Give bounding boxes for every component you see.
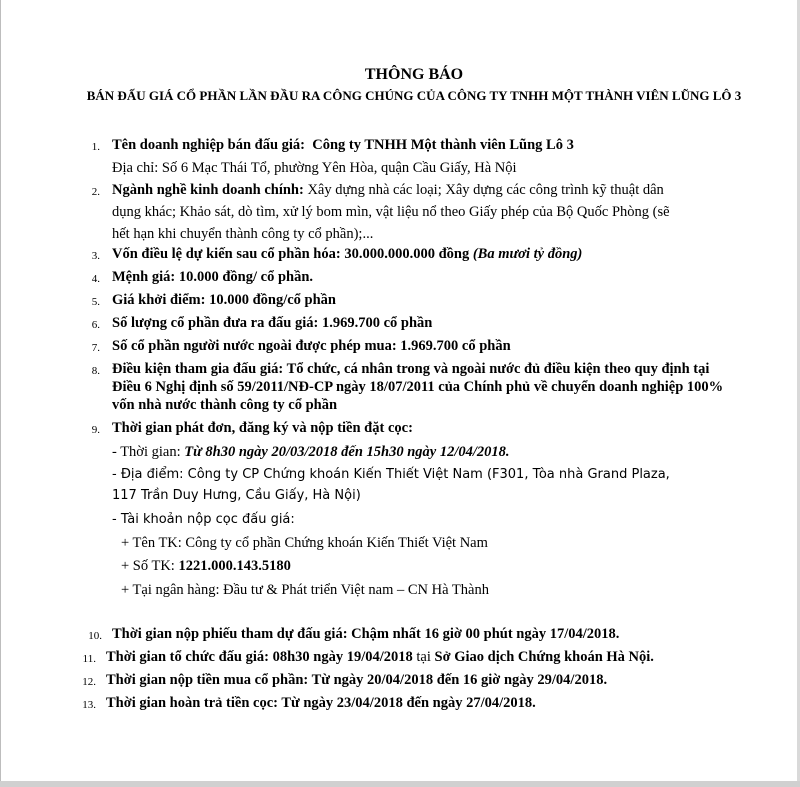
item-number: 12. xyxy=(82,676,96,688)
item-9-time xyxy=(112,444,510,461)
item-3-value: 30.000.000.000 đồng xyxy=(344,246,470,262)
item-2-text1: Xây dựng nhà các loại; Xây dựng các công trình kỹ thuật dân xyxy=(307,182,664,198)
item-number: 6. xyxy=(91,319,100,331)
item-1-value: Công ty TNHH Một thành viên Lũng Lô 3 xyxy=(312,137,574,153)
item-4-value: : 10.000 đồng/ cổ phần. xyxy=(170,269,314,285)
item-number: 5. xyxy=(91,296,100,308)
item-12-line: Thời gian nộp tiền mua cổ phần: Từ ngày 20/04/2018 đến 16 giờ ngày 29/04/2018. xyxy=(106,672,608,688)
item-9-label: Thời gian phát đơn, đăng ký và nộp tiền đặt cọc: xyxy=(112,420,413,436)
item-6-line xyxy=(112,315,432,332)
item-5-line xyxy=(112,292,336,309)
item-3-note: (Ba mươi tỷ đồng) xyxy=(472,246,583,262)
item-9-account-no-value: 1221.000.143.5180 xyxy=(178,558,291,574)
item-2-line1 xyxy=(112,182,664,199)
item-9-place-line1: - Địa điểm: Công ty CP Chứng khoán Kiến Thiết Việt Nam (F301, Tòa nhà Grand Plaza, xyxy=(112,467,670,482)
item-6-value: : 1.969.700 cổ phần xyxy=(313,315,433,331)
item-2-line2: dụng khác; Khảo sát, dò tìm, xử lý bom mìn, vật liệu nổ theo Giấy phép của Bộ Quốc Phòng (sẽ xyxy=(112,204,670,220)
item-11-line xyxy=(106,649,654,666)
item-number: 8. xyxy=(91,365,100,377)
item-9-place-line2: 117 Trần Duy Hưng, Cầu Giấy, Hà Nội) xyxy=(112,488,361,503)
item-number: 9. xyxy=(91,424,100,436)
item-3-line xyxy=(112,246,582,263)
item-9-account: - Tài khoản nộp cọc đấu giá: xyxy=(112,512,295,527)
item-8-line3: vốn nhà nước thành công ty cổ phần xyxy=(112,397,338,413)
item-11-label: Thời gian tổ chức đấu giá: xyxy=(106,649,269,665)
item-number: 13. xyxy=(82,699,96,711)
item-9-time-label: - Thời gian: xyxy=(112,444,181,460)
item-11-mid: tại xyxy=(416,649,431,665)
item-2-line3: hết hạn khi chuyển thành công ty cổ phần);... xyxy=(112,226,374,242)
item-1-line xyxy=(112,137,574,154)
item-10-line: Thời gian nộp phiếu tham dự đấu giá: Chậm nhất 16 giờ 00 phút ngày 17/04/2018. xyxy=(112,626,620,642)
item-9-account-name: + Tên TK: Công ty cổ phần Chứng khoán Kiến Thiết Việt Nam xyxy=(121,535,488,551)
item-1-address: Địa chỉ: Số 6 Mạc Thái Tổ, phường Yên Hòa, quận Cầu Giấy, Hà Nội xyxy=(112,160,517,176)
item-5-label: Giá khởi điểm xyxy=(112,292,201,308)
item-number: 7. xyxy=(91,342,100,354)
item-number: 11. xyxy=(82,653,96,665)
item-number: 4. xyxy=(91,273,100,285)
item-11-place: Sở Giao dịch Chứng khoán Hà Nội. xyxy=(434,649,654,665)
item-7-line xyxy=(112,338,511,355)
item-2-label: Ngành nghề kinh doanh chính: xyxy=(112,182,304,198)
notice-subtitle: BÁN ĐẤU GIÁ CỔ PHẦN LẦN ĐẦU RA CÔNG CHÚNG CỦA CÔNG TY TNHH MỘT THÀNH VIÊN LŨNG LÔ 3 xyxy=(86,88,742,103)
page-border-bottom xyxy=(0,781,800,787)
item-number: 10. xyxy=(88,630,102,642)
notice-title: THÔNG BÁO xyxy=(364,66,464,83)
item-number: 1. xyxy=(91,141,100,153)
page-border-left xyxy=(0,0,1,787)
item-8-line2: Điều 6 Nghị định số 59/2011/NĐ-CP ngày 18/07/2011 của Chính phủ về chuyển doanh nghiệp 100% xyxy=(112,379,724,395)
item-9-time-value: Từ 8h30 ngày 20/03/2018 đến 15h30 ngày 12/04/2018. xyxy=(184,444,510,460)
item-8-label: Điều kiện tham gia đấu giá: xyxy=(112,361,284,377)
item-11-value: 08h30 ngày 19/04/2018 xyxy=(272,649,413,665)
item-9-bank: + Tại ngân hàng: Đầu tư & Phát triển Việt nam – CN Hà Thành xyxy=(121,582,489,598)
item-5-value: : 10.000 đồng/cổ phần xyxy=(200,292,336,308)
item-7-label: Số cổ phần người nước ngoài được phép mua xyxy=(112,338,392,354)
item-8-line1 xyxy=(112,361,709,378)
item-8-text1: Tổ chức, cá nhân trong và ngoài nước đủ điều kiện theo quy định tại xyxy=(286,361,710,377)
item-number: 3. xyxy=(91,250,100,262)
item-6-label: Số lượng cổ phần đưa ra đấu giá xyxy=(112,315,314,331)
item-4-line xyxy=(112,269,313,286)
item-1-label: Tên doanh nghiệp bán đấu giá: xyxy=(112,137,306,153)
item-number: 2. xyxy=(91,186,100,198)
item-13-line: Thời gian hoàn trả tiền cọc: Từ ngày 23/04/2018 đến ngày 27/04/2018. xyxy=(106,695,536,711)
item-4-label: Mệnh giá xyxy=(112,269,171,285)
item-9-account-no xyxy=(121,558,291,575)
item-3-label: Vốn điều lệ dự kiến sau cổ phần hóa: xyxy=(112,246,341,262)
item-9-account-no-label: + Số TK: xyxy=(121,558,175,574)
item-7-value: : 1.969.700 cổ phần xyxy=(391,338,511,354)
